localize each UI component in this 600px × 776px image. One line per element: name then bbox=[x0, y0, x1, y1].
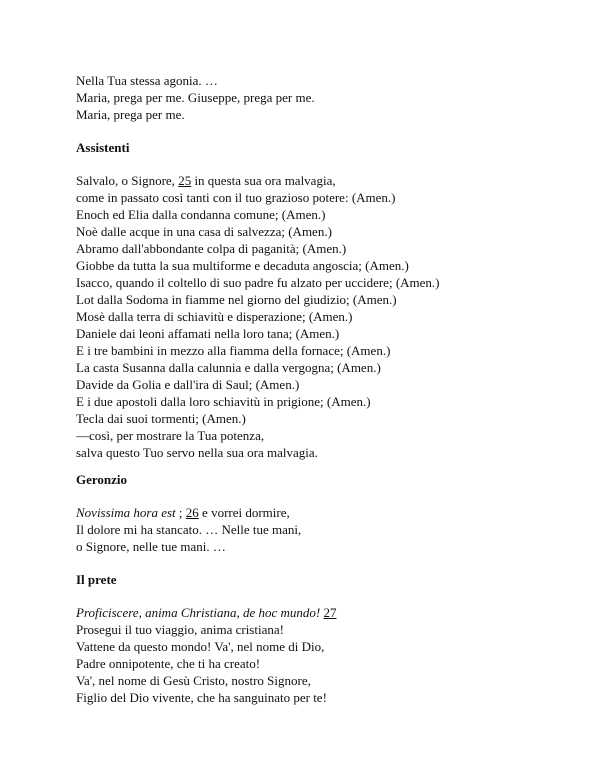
verse-line: Noè dalle acque in una casa di salvezza; (Amen.) bbox=[76, 224, 332, 239]
verse-line: Vattene da questo mondo! Va', nel nome di Dio, bbox=[76, 639, 325, 654]
verse-line: Figlio del Dio vivente, che ha sanguinato per te! bbox=[76, 690, 327, 705]
verse-text: ; bbox=[175, 505, 186, 520]
verse-text: e vorrei dormire, bbox=[198, 505, 290, 520]
verse-line: Isacco, quando il coltello di suo padre fu alzato per uccidere; (Amen.) bbox=[76, 275, 440, 290]
intro-line: Maria, prega per me. bbox=[76, 107, 185, 122]
verse-line: La casta Susanna dalla calunnia e dalla vergogna; (Amen.) bbox=[76, 360, 381, 375]
verse-text: in questa sua ora malvagia, bbox=[191, 173, 336, 188]
latin-phrase: Novissima hora est bbox=[76, 505, 176, 520]
section-heading: Il prete bbox=[76, 572, 117, 587]
verse-line: Daniele dai leoni affamati nella loro tana; (Amen.) bbox=[76, 326, 340, 341]
verse-line: Prosegui il tuo viaggio, anima cristiana! bbox=[76, 622, 284, 637]
verse-line: Abramo dall'abbondante colpa di paganità; (Amen.) bbox=[76, 241, 347, 256]
verse-line bbox=[76, 604, 336, 621]
verse-line: Va', nel nome di Gesù Cristo, nostro Signore, bbox=[76, 673, 311, 688]
verse-line: Tecla dai suoi tormenti; (Amen.) bbox=[76, 411, 246, 426]
footnote-link[interactable]: 27 bbox=[323, 605, 337, 620]
intro-line: Nella Tua stessa agonia. … bbox=[76, 73, 218, 88]
verse-line: Lot dalla Sodoma in fiamme nel giorno del giudizio; (Amen.) bbox=[76, 292, 397, 307]
verse-line: Mosè dalla terra di schiavitù e disperazione; (Amen.) bbox=[76, 309, 353, 324]
latin-phrase: Proficiscere, anima Christiana, de hoc mundo! bbox=[76, 605, 321, 620]
section-heading: Geronzio bbox=[76, 472, 128, 487]
footnote-link[interactable]: 25 bbox=[178, 173, 192, 188]
prete-section bbox=[76, 571, 336, 706]
verse-line: Padre onnipotente, che ti ha creato! bbox=[76, 656, 261, 671]
verse-line: Il dolore mi ha stancato. … Nelle tue mani, bbox=[76, 522, 302, 537]
verse-line: E i due apostoli dalla loro schiavitù in prigione; (Amen.) bbox=[76, 394, 371, 409]
verse-line: come in passato così tanti con il tuo grazioso potere: (Amen.) bbox=[76, 190, 396, 205]
section-heading: Assistenti bbox=[76, 140, 130, 155]
verse-line: —così, per mostrare la Tua potenza, bbox=[76, 428, 265, 443]
intro-line: Maria, prega per me. Giuseppe, prega per me. bbox=[76, 90, 315, 105]
footnote-link[interactable]: 26 bbox=[185, 505, 199, 520]
verse-line: salva questo Tuo servo nella sua ora malvagia. bbox=[76, 445, 318, 460]
verse-line: Enoch ed Elia dalla condanna comune; (Amen.) bbox=[76, 207, 326, 222]
verse-line bbox=[76, 172, 440, 189]
verse-line bbox=[76, 504, 301, 521]
assistenti-section bbox=[76, 139, 440, 461]
verse-line: o Signore, nelle tue mani. … bbox=[76, 539, 226, 554]
intro-block bbox=[76, 72, 315, 123]
geronzio-section bbox=[76, 471, 301, 555]
verse-text: Salvalo, o Signore, bbox=[76, 173, 179, 188]
verse-line: E i tre bambini in mezzo alla fiamma della fornace; (Amen.) bbox=[76, 343, 391, 358]
verse-line: Davide da Golia e dall'ira di Saul; (Amen.) bbox=[76, 377, 300, 392]
verse-line: Giobbe da tutta la sua multiforme e decaduta angoscia; (Amen.) bbox=[76, 258, 409, 273]
